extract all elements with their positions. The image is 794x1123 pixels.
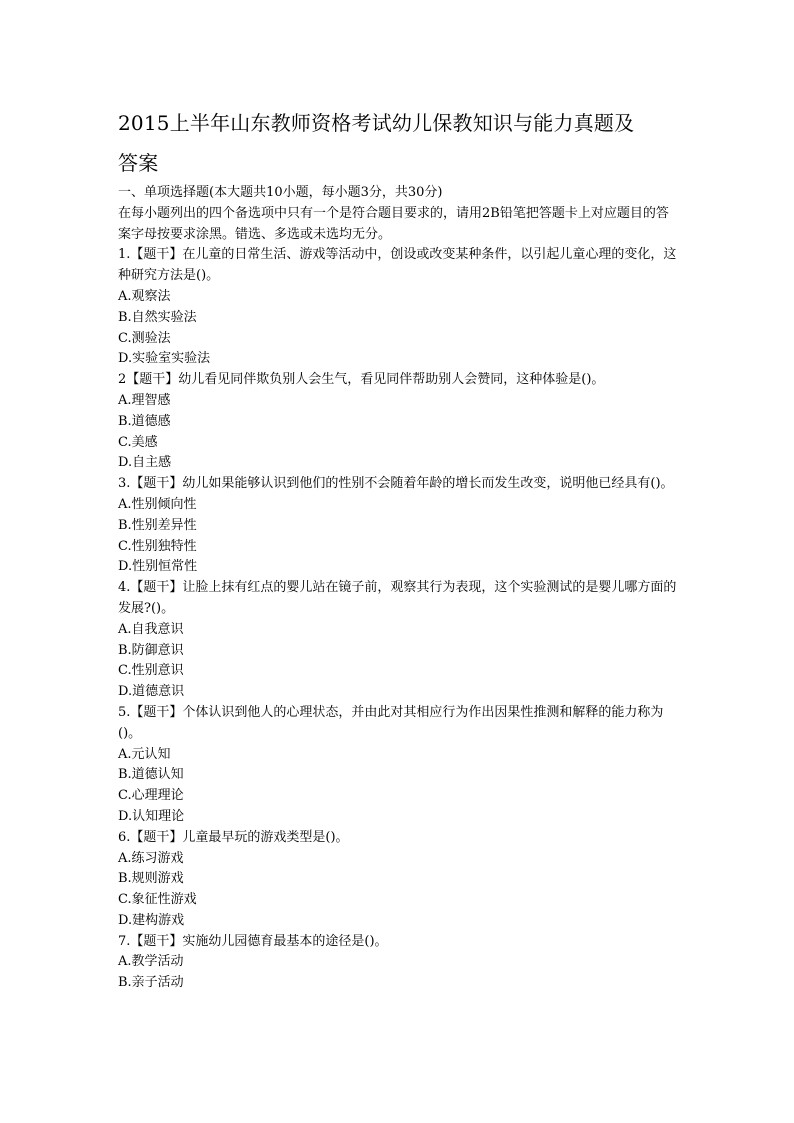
option-a: A.性别倾向性 (118, 496, 197, 512)
option-d: D.实验室实验法 (118, 351, 211, 367)
option-a: A.理智感 (118, 392, 171, 408)
option-b: B.亲子活动 (118, 975, 184, 991)
question-6 (118, 828, 678, 932)
option-c: C.性别独特性 (118, 538, 197, 554)
option-d: D.建构游戏 (118, 912, 185, 928)
question-stem: 4.【题干】让脸上抹有红点的婴儿站在镜子前，观察其行为表现，这个实验测试的是婴儿哪方面的发展?()。 (118, 580, 677, 616)
question-7 (118, 932, 678, 994)
option-d: D.自主感 (118, 455, 172, 471)
option-d: D.道德意识 (118, 684, 185, 700)
question-4 (118, 578, 678, 703)
document-title-line-2: 答案 (118, 151, 159, 175)
question-stem: 6.【题干】儿童最早玩的游戏类型是()。 (118, 829, 349, 845)
option-d: D.认知理论 (118, 808, 185, 824)
option-a: A.自我意识 (118, 621, 184, 637)
question-1 (118, 245, 678, 370)
option-b: B.道德感 (118, 413, 171, 429)
option-d: D.性别恒常性 (118, 559, 198, 575)
option-a: A.元认知 (118, 746, 171, 762)
question-stem: 1.【题干】在儿童的日常生活、游戏等活动中，创设或改变某种条件，以引起儿童心理的变化，这种研究方法是()。 (118, 247, 677, 284)
question-5 (118, 703, 678, 828)
option-b: B.自然实验法 (118, 309, 197, 325)
option-a: A.观察法 (118, 288, 171, 304)
option-b: B.防御意识 (118, 642, 184, 658)
instructions: 在每小题列出的四个备选项中只有一个是符合题目要求的，请用2B铅笔把答题卡上对应题目的答案字母按要求涂黑。错选、多选或未选均无分。 (118, 205, 669, 242)
option-b: B.性别差异性 (118, 517, 197, 533)
option-c: C.性别意识 (118, 663, 184, 679)
option-b: B.规则游戏 (118, 871, 184, 887)
question-stem: 5.【题干】个体认识到他人的心理状态，并由此对其相应行为作出因果性推测和解释的能力称为()。 (118, 704, 664, 741)
question-3 (118, 474, 678, 578)
section-heading: 一、单项选择题(本大题共10小题，每小题3分，共30分) (118, 185, 443, 200)
document-content (118, 103, 678, 994)
question-stem: 2【题干】幼儿看见同伴欺负别人会生气，看见同伴帮助别人会赞同，这种体验是()。 (118, 372, 605, 388)
option-c: C.美感 (118, 434, 158, 450)
option-c: C.象征性游戏 (118, 892, 197, 908)
document-title-line-1: 2015上半年山东教师资格考试幼儿保教知识与能力真题及 (118, 111, 635, 135)
question-stem: 7.【题干】实施幼儿园德育最基本的途径是()。 (118, 933, 388, 949)
option-a: A.练习游戏 (118, 850, 184, 866)
question-2 (118, 370, 678, 474)
option-c: C.心理理论 (118, 788, 184, 804)
option-a: A.教学活动 (118, 954, 184, 970)
option-c: C.测验法 (118, 330, 171, 346)
question-stem: 3.【题干】幼儿如果能够认识到他们的性别不会随着年龄的增长而发生改变，说明他已经具有()。 (118, 476, 674, 492)
option-b: B.道德认知 (118, 767, 184, 783)
